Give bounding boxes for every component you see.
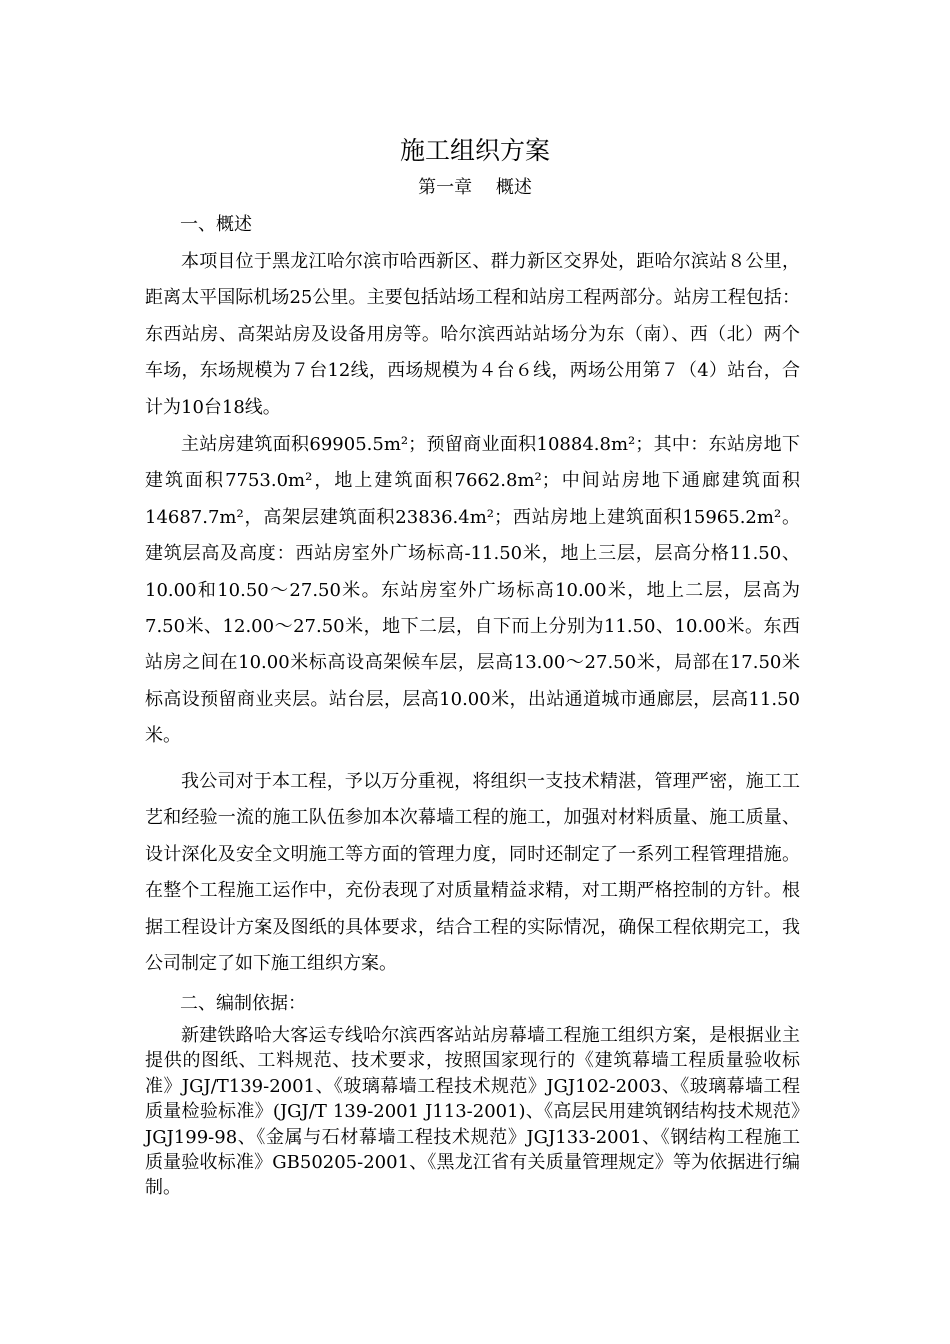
document-title: 施工组织方案 [399, 136, 550, 165]
paragraph-project-location: 本项目位于黑龙江哈尔滨市哈西新区、群力新区交界处，距哈尔滨站８公里，距离太平国际机场25公里。主要包括站场工程和站房工程两部分。站房工程包括：东西站房、高架站房及设备用房等。哈尔滨西站站场分为东（南）、西（北）两个车场，东场规模为７台12线，西场规模为４台６线，两场公用第７（4）站台，合计为10台18线。 [145, 251, 800, 418]
section-heading-overview: 一、概述 [180, 214, 252, 235]
chapter-heading: 第一章 概述 [418, 177, 532, 198]
paragraph-building-area: 主站房建筑面积69905.5m²；预留商业面积10884.8m²；其中：东站房地下建筑面积7753.0m²，地上建筑面积7662.8m²；中间站房地下通廊建筑面积14687.7m²，高架层建筑面积23836.4m²；西站房地上建筑面积15965.2m²。建筑层高及高度：西站房室外广场标高-11.50米，地上三层，层高分格11.50、10.00和10.50～27.50米。东站房室外广场标高10.00米，地上二层，层高为7.50米、12.00～27.50米，地下二层，自下而上分别为11.50、10.00米。东西站房之间在10.00米标高设高架候车层，层高13.00～27.50米，局部在17.50米标高设预留商业夹层。站台层，层高10.00米，出站通道城市通廊层，层高11.50米。 [145, 434, 800, 747]
section-heading-basis: 二、编制依据： [180, 993, 306, 1014]
paragraph-company-commitment: 我公司对于本工程，予以万分重视，将组织一支技术精湛，管理严密，施工工艺和经验一流的施工队伍参加本次幕墙工程的施工，加强对材料质量、施工质量、设计深化及安全文明施工等方面的管理力度，同时还制定了一系列工程管理措施。在整个工程施工运作中，充份表现了对质量精益求精，对工期严格控制的方针。根据工程设计方案及图纸的具体要求，结合工程的实际情况，确保工程依期完工，我公司制定了如下施工组织方案。 [145, 771, 800, 975]
paragraph-compilation-basis: 新建铁路哈大客运专线哈尔滨西客站站房幕墙工程施工组织方案，是根据业主提供的图纸、工料规范、技术要求，按照国家现行的《建筑幕墙工程质量验收标准》JGJ/T139-2001、《玻璃幕墙工程技术规范》JGJ102-2003、《玻璃幕墙工程质量检验标准》(JGJ/T 139-2001 J113-2001)、《高层民用建筑钢结构技术规范》JGJ199-98、《金属与石材幕墙工程技术规范》JGJ133-2001、《钢结构工程施工质量验收标准》GB50205-2001、《黑龙江省有关质量管理规定》等为依据进行编制。 [145, 1025, 800, 1199]
